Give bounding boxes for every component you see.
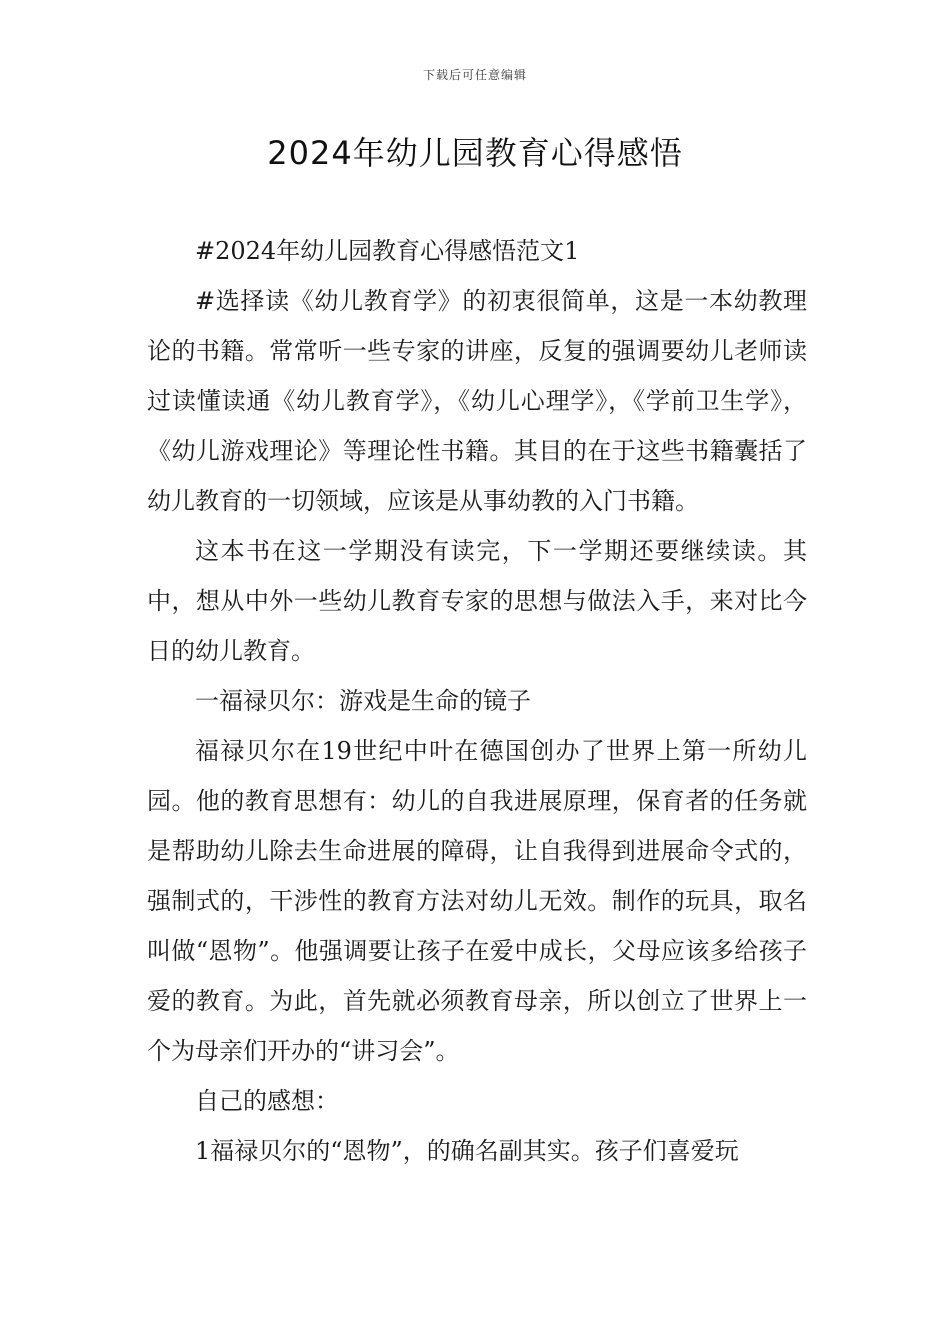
section-heading: 一福禄贝尔：游戏是生命的镜子 — [195, 687, 531, 715]
paragraph-subtitle: #2024年幼儿园教育心得感悟范文1 — [195, 237, 580, 265]
paragraph: 福禄贝尔在19世纪中叶在德国创办了世界上第一所幼儿园。他的教育思想有：幼儿的自我进展原理，保育者的任务就是帮助幼儿除去生命进展的障碍，让自我得到进展命令式的，强制式的，干涉性的教育方法对幼儿无效。制作的玩具，取名叫做“恩物”。他强调要让孩子在爱中成长，父母应该多给孩子爱的教育。为此，首先就必须教育母亲，所以创立了世界上一个为母亲们开办的“讲习会”。 — [147, 737, 807, 1065]
paragraph: #选择读《幼儿教育学》的初衷很简单，这是一本幼教理论的书籍。常常听一些专家的讲座，反复的强调要幼儿老师读过读懂读通《幼儿教育学》，《幼儿心理学》，《学前卫生学》，《幼儿游戏理论》等理论性书籍。其目的在于这些书籍囊括了幼儿教育的一切领域，应该是从事幼教的入门书籍。 — [147, 287, 807, 515]
document-body — [147, 226, 807, 1176]
section-heading: 自己的感想： — [195, 1087, 339, 1115]
document-title: 2024年幼儿园教育心得感悟 — [267, 134, 683, 172]
paragraph: 1福禄贝尔的“恩物”，的确名副其实。孩子们喜爱玩 — [195, 1137, 739, 1165]
paragraph: 这本书在这一学期没有读完，下一学期还要继续读。其中，想从中外一些幼儿教育专家的思想与做法入手，来对比今日的幼儿教育。 — [147, 537, 807, 665]
header-note: 下载后可任意编辑 — [422, 68, 527, 82]
